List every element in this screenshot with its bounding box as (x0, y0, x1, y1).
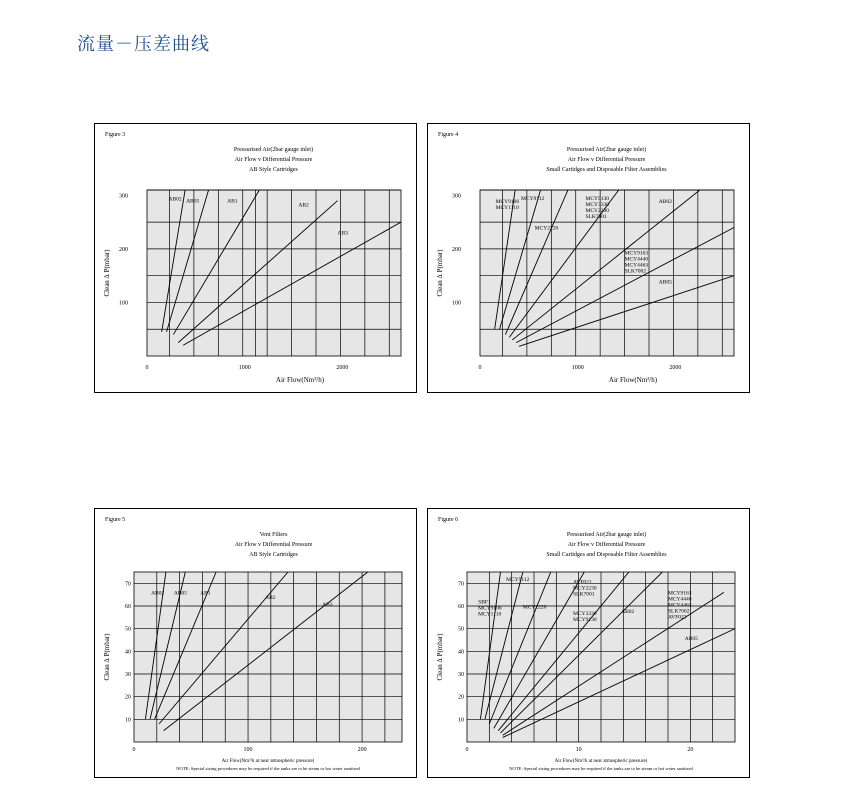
y-tick-label: 200 (452, 246, 461, 253)
series-label-text: MCY9112 (521, 196, 545, 203)
figure-label: Figure 6 (438, 517, 459, 523)
y-tick-label: 40 (125, 649, 131, 656)
series-label-ab02 (659, 199, 672, 205)
y-tick-label: 100 (119, 300, 128, 307)
plot-area (480, 190, 734, 356)
series-label-text: MCY3330 (573, 611, 597, 618)
figure-label: Figure 3 (105, 132, 126, 138)
figure-6-panel (427, 508, 750, 778)
series-label-mcy9130-mcy3330-mcy2230-slk7001 (586, 196, 610, 220)
y-tick-label: 200 (119, 246, 128, 253)
series-label-text: MCY4440 (668, 596, 692, 603)
series-label-ab05 (186, 198, 199, 204)
series-label-text: MCY1110 (478, 611, 502, 618)
series-label-mcy9112 (506, 577, 530, 583)
x-tick-label: 2000 (336, 365, 349, 371)
series-label-text: AB1 (200, 590, 211, 597)
series-label-text: AB02 (151, 590, 165, 597)
x-axis-label: Air Flow(Nm³/h at near atmospheric pressure) (554, 759, 648, 764)
series-label-text: MCY1110 (495, 204, 519, 211)
y-tick-label: 20 (458, 694, 464, 701)
series-label-text: MCY9106 (478, 605, 502, 612)
chart-title-line: Pressurised Air(2bar gauge inlet) (566, 532, 647, 538)
figure-label: Figure 5 (105, 517, 126, 523)
series-label-text: MCY9112 (506, 577, 530, 584)
series-label-mcy2220 (523, 604, 547, 610)
series-label-ab3 (338, 230, 349, 236)
series-label-text: MCY2220 (522, 604, 547, 611)
chart-title-line: Air Flow v Differential Pressure (234, 542, 313, 548)
page-title: 流量－压差曲线 (77, 34, 210, 55)
series-label-text: AB05 (684, 636, 698, 642)
series-label-ab2 (265, 595, 276, 601)
series-label-text: MCY2230 (573, 585, 597, 592)
chart-title-line: Small Cartidges and Disposable Filter Assemblies (546, 552, 667, 558)
figure-3-panel (94, 123, 417, 393)
series-label-text: MCY9130 (585, 196, 610, 203)
chart-title-line: Pressurised Air(2bar gauge inlet) (566, 147, 647, 153)
series-label-mcy9106-mcy1110 (496, 199, 520, 211)
chart-title-line: Air Flow v Differential Pressure (567, 157, 646, 163)
series-label-text: MCY9163 (624, 250, 649, 257)
chart-title-line: Vent Filters (259, 532, 288, 538)
chart-title-line: AB Style Cartridges (249, 552, 298, 558)
y-axis-label: Clean ∆ P(mbar) (436, 249, 444, 297)
series-label-text: SLK7002 (668, 608, 690, 615)
x-tick-label: 20 (687, 747, 694, 753)
y-tick-label: 300 (119, 193, 128, 200)
y-tick-label: 70 (458, 581, 464, 588)
figure-3-chart (95, 124, 416, 392)
series-label-text: AB02 (168, 196, 182, 203)
series-label-text: AB02 (621, 608, 635, 615)
x-tick-label: 2000 (669, 365, 682, 371)
series-label-text: AB05 (173, 590, 188, 597)
series-label-ab05 (174, 591, 187, 597)
series-label-text: MCY2230 (585, 208, 610, 215)
series-label-text: SBF1 (478, 599, 491, 606)
series-label-text: MCY4463 (668, 602, 692, 609)
y-tick-label: 50 (125, 626, 131, 633)
series-label-text: AB2 (298, 202, 309, 209)
x-tick-label: 0 (145, 365, 149, 371)
x-axis-label: Air Flow(Nm³/h) (608, 376, 658, 384)
chart-title-line: Air Flow v Differential Pressure (567, 542, 646, 548)
series-label-text: MCY2220 (534, 225, 559, 232)
y-tick-label: 300 (452, 193, 461, 200)
series-label-text: MCY9106 (495, 198, 520, 205)
series-label-text: MCY3330 (585, 202, 610, 209)
chart-title-line: Small Cartidges and Disposable Filter Assemblies (546, 167, 667, 173)
y-tick-label: 20 (125, 694, 131, 701)
figure-4-panel (427, 123, 750, 393)
y-tick-label: 10 (458, 717, 464, 724)
series-label-text: SLK7001 (585, 214, 607, 221)
x-tick-label: 200 (357, 747, 367, 753)
plot-area (147, 190, 401, 356)
series-label-text: AVF021 (573, 579, 592, 586)
series-label-ab02 (168, 197, 181, 203)
x-tick-label: 1000 (238, 365, 251, 371)
x-tick-label: 100 (243, 747, 253, 753)
series-label-text: AVF022 (668, 614, 687, 621)
series-label-ab02 (151, 591, 164, 597)
figure-6-chart (428, 509, 749, 777)
series-label-ab1 (227, 198, 238, 204)
chart-title-line: Air Flow v Differential Pressure (234, 157, 313, 163)
figure-4-chart (428, 124, 749, 392)
series-label-text: SLK7001 (573, 591, 595, 598)
y-tick-label: 70 (125, 581, 131, 588)
series-label-text: AB05 (186, 198, 200, 205)
series-label-text: AB05 (658, 279, 672, 286)
series-label-text: AB2 (265, 595, 276, 602)
figure-5-panel (94, 508, 417, 778)
x-tick-label: 0 (478, 365, 482, 371)
x-tick-label: 10 (575, 747, 582, 753)
series-label-ab05 (659, 280, 672, 286)
figure-label: Figure 4 (438, 132, 459, 138)
x-tick-label: 1000 (571, 365, 584, 371)
y-axis-label: Clean ∆ P(mbar) (103, 249, 111, 297)
x-tick-label: 0 (132, 747, 136, 753)
series-label-text: SLK7002 (624, 268, 646, 275)
series-label-mcy9112 (521, 196, 545, 202)
x-axis-label: Air Flow(Nm³/h at near atmospheric pressure) (221, 759, 315, 764)
series-label-mcy3330-mcy9130 (573, 611, 597, 623)
y-tick-label: 40 (458, 649, 464, 656)
series-label-text: AB02 (658, 198, 672, 205)
x-tick-label: 0 (465, 747, 469, 753)
series-label-mcy9163-mcy4440-mcy4463-slk7002 (625, 250, 649, 274)
y-tick-label: 60 (125, 604, 131, 610)
series-label-text: AB1 (227, 198, 238, 205)
y-tick-label: 30 (125, 672, 131, 678)
series-label-ab2 (298, 203, 309, 209)
series-label-text: MCY9163 (668, 590, 692, 597)
chart-title-line: Pressurised Air(2bar gauge inlet) (233, 147, 314, 153)
series-label-text: AB3 (337, 230, 348, 237)
series-label-ab05 (685, 636, 698, 642)
y-axis-label: Clean ∆ P(mbar) (103, 633, 111, 681)
series-label-ab3 (322, 602, 333, 608)
series-label-ab1 (200, 591, 211, 597)
y-tick-label: 50 (458, 626, 464, 633)
series-label-text: MCY4440 (624, 256, 649, 263)
sizing-note: NOTE: Special sizing procedures may be required if the tanks are to be steam or hot water sanitised (176, 766, 360, 771)
chart-title-line: AB Style Cartridges (249, 167, 298, 173)
series-label-text: AB3 (322, 602, 333, 608)
figure-5-chart (95, 509, 416, 777)
y-axis-label: Clean ∆ P(mbar) (436, 633, 444, 681)
y-tick-label: 10 (125, 717, 131, 724)
x-axis-label: Air Flow(Nm³/h) (275, 376, 325, 384)
series-label-text: MCY4463 (624, 262, 649, 269)
series-label-mcy2220 (535, 226, 559, 232)
y-tick-label: 100 (452, 300, 461, 307)
series-label-text: MCY9130 (573, 617, 597, 624)
y-tick-label: 30 (458, 672, 464, 678)
sizing-note: NOTE: Special sizing procedures may be required if the tanks are to be steam or hot water sanitised (509, 766, 693, 771)
series-label-ab02 (621, 609, 634, 615)
y-tick-label: 60 (458, 604, 464, 610)
